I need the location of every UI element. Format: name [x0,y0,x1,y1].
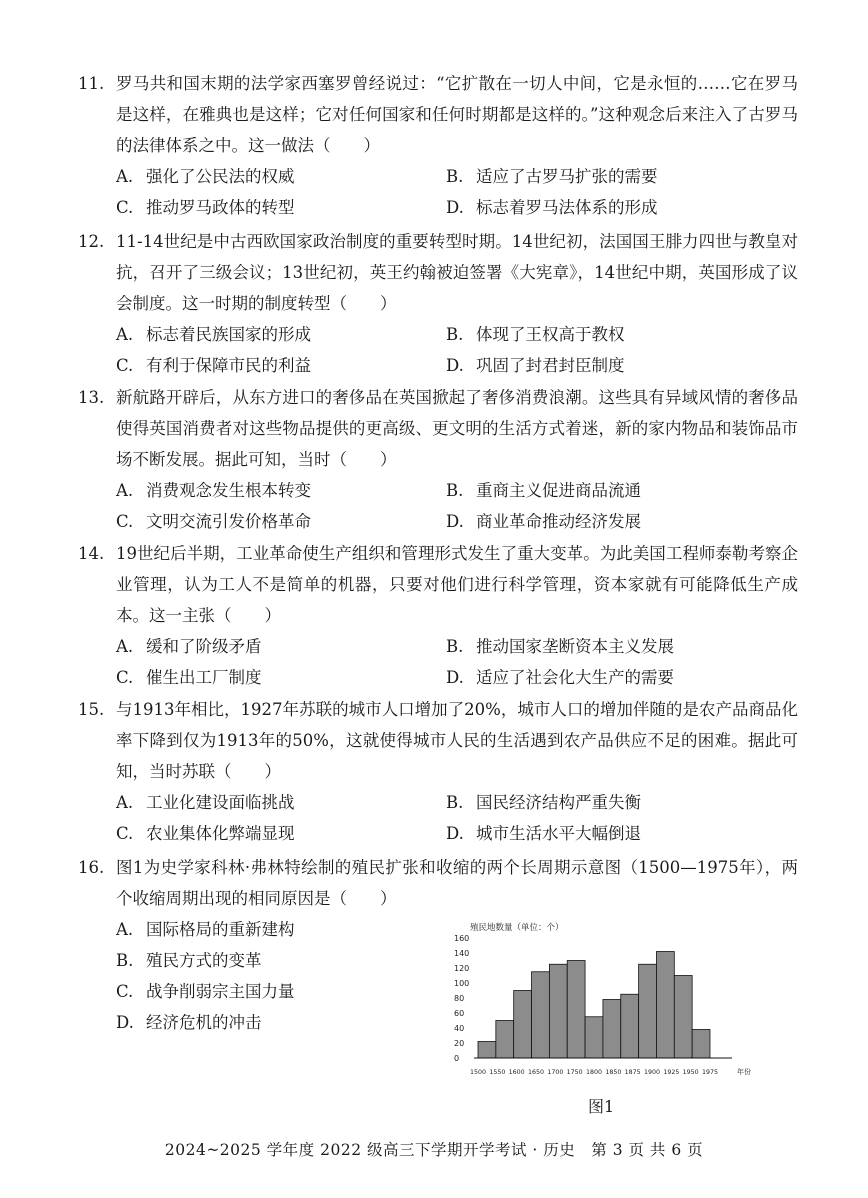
question-number: 16. [78,858,105,877]
y-tick-label: 0 [454,1054,460,1063]
chart-bar [656,952,674,1059]
y-tick-label: 100 [454,979,470,988]
option-d[interactable]: D. 经济危机的冲击 [116,1013,262,1032]
x-tick-label: 1750 [566,1069,583,1076]
chart-xlabel: 年份 [737,1068,751,1076]
question-stem: 11-14世纪是中古西欧国家政治制度的重要转型时期。14世纪初，法国国王腓力四世与教皇对抗，召开了三级会议；13世纪初，英王约翰被迫签署《大宪章》，14世纪中期，英国形成了议会制度。这一时期的制度转型（ ） [116,232,798,313]
question-stem: 19世纪后半期，工业革命使生产组织和管理形式发生了重大变革。为此美国工程师泰勒考察企业管理，认为工人不是简单的机器，只要对他们进行科学管理，资本家就有可能降低生产成本。这一主张（ ） [116,544,798,625]
chart-bar [532,972,550,1058]
y-tick-label: 160 [454,934,470,943]
question-stem: 与1913年相比，1927年苏联的城市人口增加了20%，城市人口的增加伴随的是农产品商品化率下降到仅为1913年的50%，这就使得城市人民的生活遇到农产品供应不足的困难。据此可知，当时苏联（ ） [116,700,798,781]
question-stem: 图1为史学家科林·弗林特绘制的殖民扩张和收缩的两个长周期示意图（1500—1975年），两个收缩周期出现的相同原因是（ ） [116,858,798,908]
x-tick-label: 1700 [547,1069,564,1076]
x-tick-label: 1800 [585,1069,603,1076]
x-tick-label: 1500 [469,1069,487,1076]
option-b[interactable]: B. 殖民方式的变革 [116,951,262,970]
option-b[interactable]: B. 国民经济结构严重失衡 [446,793,641,812]
x-tick-label: 1900 [643,1069,661,1076]
question-stem: 新航路开辟后，从东方进口的奢侈品在英国掀起了奢侈消费浪潮。这些具有异域风情的奢侈品使得英国消费者对这些物品提供的更高级、更文明的生活方式着迷，新的家内物品和装饰品市场不断发展。据此可知，当时（ ） [116,388,798,469]
options [116,319,798,381]
question-12 [78,226,798,381]
option-a[interactable]: A. 标志着民族国家的形成 [116,325,311,344]
option-d[interactable]: D. 商业革命推动经济发展 [446,512,641,531]
question-14 [78,538,798,693]
chart-bar [603,1000,621,1059]
x-tick-label: 1925 [663,1069,680,1076]
option-a[interactable]: A. 消费观念发生根本转变 [116,481,311,500]
option-a[interactable]: A. 缓和了阶级矛盾 [116,637,262,656]
y-tick-label: 20 [454,1039,465,1048]
question-number: 12. [78,232,105,251]
option-d[interactable]: D. 标志着罗马法体系的形成 [446,198,658,217]
y-tick-label: 40 [454,1024,465,1033]
chart-bar [639,964,657,1058]
option-c[interactable]: C. 有利于保障市民的利益 [116,356,311,375]
option-c[interactable]: C. 催生出工厂制度 [116,668,262,687]
option-c[interactable]: C. 文明交流引发价格革命 [116,512,311,531]
colony-bar-chart [440,918,760,1083]
option-b[interactable]: B. 重商主义促进商品流通 [446,481,641,500]
page-footer: 2024~2025 学年度 2022 级高三下学期开学考试 · 历史 第 3 页 共 6 页 [164,1141,704,1159]
question-13 [78,382,798,537]
question-number: 13. [78,388,105,407]
option-a[interactable]: A. 工业化建设面临挑战 [116,793,295,812]
chart-bar [478,1042,496,1059]
y-tick-label: 80 [454,994,465,1003]
y-tick-label: 140 [454,949,470,958]
options [116,787,798,849]
chart-bar [567,961,585,1059]
option-d[interactable]: D. 适应了社会化大生产的需要 [446,668,674,687]
option-c[interactable]: C. 推动罗马政体的转型 [116,198,295,217]
x-tick-label: 1600 [508,1069,525,1076]
option-c[interactable]: C. 战争削弱宗主国力量 [116,982,295,1001]
option-d[interactable]: D. 巩固了封君封臣制度 [446,356,625,375]
colony-chart [440,918,760,1083]
options [116,631,798,693]
y-tick-label: 120 [454,964,470,973]
option-b[interactable]: B. 推动国家垄断资本主义发展 [446,637,674,656]
option-b[interactable]: B. 适应了古罗马扩张的需要 [446,167,658,186]
chart-bar [514,991,532,1059]
option-a[interactable]: A. 强化了公民法的权威 [116,167,295,186]
x-tick-label: 1950 [682,1069,699,1076]
y-tick-label: 60 [454,1009,465,1018]
x-tick-label: 1850 [605,1069,622,1076]
question-stem: 罗马共和国末期的法学家西塞罗曾经说过：“它扩散在一切人中间，它是永恒的……它在罗马是这样，在雅典也是这样；它对任何国家和任何时期都是这样的。”这种观念后来注入了古罗马的法律体系之中。这一做法（ ） [116,74,798,155]
chart-bar [674,976,692,1059]
question-number: 11. [78,74,105,93]
chart-bar [621,994,639,1058]
option-d[interactable]: D. 城市生活水平大幅倒退 [446,824,641,843]
option-c[interactable]: C. 农业集体化弊端显现 [116,824,295,843]
option-b[interactable]: B. 体现了王权高于教权 [446,325,625,344]
x-tick-label: 1975 [701,1069,719,1076]
option-a[interactable]: A. 国际格局的重新建构 [116,920,295,939]
question-number: 14. [78,544,105,563]
chart-bar [585,1017,603,1058]
x-tick-label: 1650 [527,1069,545,1076]
x-tick-label: 1550 [489,1069,506,1076]
chart-bar [692,1030,710,1059]
question-11 [78,68,798,223]
question-number: 15. [78,700,105,719]
options [116,475,798,537]
chart-bar [549,964,567,1058]
question-15 [78,694,798,849]
x-tick-label: 1875 [624,1069,641,1076]
chart-bar [496,1021,514,1059]
options [116,161,798,223]
figure-caption: 图1 [588,1097,615,1116]
chart-title: 殖民地数量（单位：个） [470,923,564,933]
